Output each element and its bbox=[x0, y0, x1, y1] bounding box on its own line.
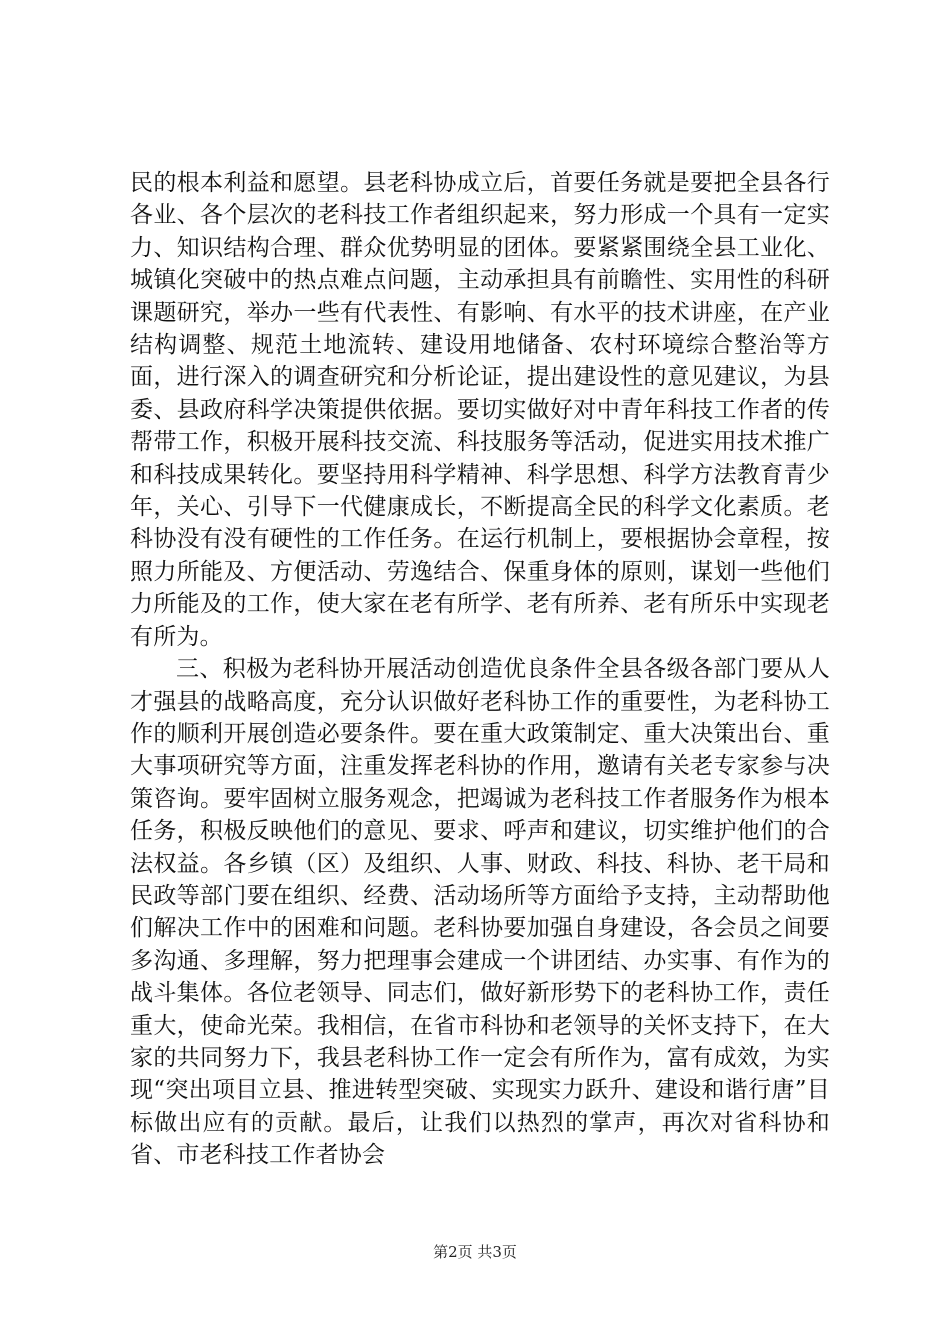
paragraph-continuation: 民的根本利益和愿望。县老科协成立后，首要任务就是要把全县各行各业、各个层次的老科技工作者组织起来，努力形成一个具有一定实力、知识结构合理、群众优势明显的团体。要紧紧围绕全县工业化、城镇化突破中的热点难点问题，主动承担具有前瞻性、实用性的科研课题研究，举办一些有代表性、有影响、有水平的技术讲座，在产业结构调整、规范土地流转、建设用地储备、农村环境综合整治等方面，进行深入的调查研究和分析论证，提出建设性的意见建议，为县委、县政府科学决策提供依据。要切实做好对中青年科技工作者的传帮带工作，积极开展科技交流、科技服务等活动，促进实用技术推广和科技成果转化。要坚持用科学精神、科学思想、科学方法教育青少年，关心、引导下一代健康成长，不断提高全民的科学文化素质。老科协没有没有硬性的工作任务。在运行机制上，要根据协会章程，按照力所能及、方便活动、劳逸结合、保重身体的原则，谋划一些他们力所能及的工作，使大家在老有所学、老有所养、老有所乐中实现老有所为。 bbox=[130, 170, 830, 650]
page-footer bbox=[0, 1241, 950, 1262]
paragraph-section-three: 三、积极为老科协开展活动创造优良条件全县各级各部门要从人才强县的战略高度，充分认识做好老科协工作的重要性，为老科协工作的顺利开展创造必要条件。要在重大政策制定、重大决策出台、重大事项研究等方面，注重发挥老科协的作用，邀请有关老专家参与决策咨询。要牢固树立服务观念，把竭诚为老科技工作者服务作为根本任务，积极反映他们的意见、要求、呼声和建议，切实维护他们的合法权益。各乡镇（区）及组织、人事、财政、科技、科协、老干局和民政等部门要在组织、经费、活动场所等方面给予支持，主动帮助他们解决工作中的困难和问题。老科协要加强自身建设，各会员之间要多沟通、多理解，努力把理事会建成一个讲团结、办实事、有作为的战斗集体。各位老领导、同志们，做好新形势下的老科协工作，责任重大，使命光荣。我相信，在省市科协和老领导的关怀支持下，在大家的共同努力下，我县老科协工作一定会有所作为，富有成效，为实现“突出项目立县、推进转型突破、实现实力跃升、建设和谐行唐”目标做出应有的贡献。最后，让我们以热烈的掌声，再次对省科协和省、市老科技工作者协会 bbox=[130, 656, 830, 1169]
page-number-label: 第2页 共3页 bbox=[433, 1243, 517, 1261]
document-body bbox=[130, 167, 830, 1172]
